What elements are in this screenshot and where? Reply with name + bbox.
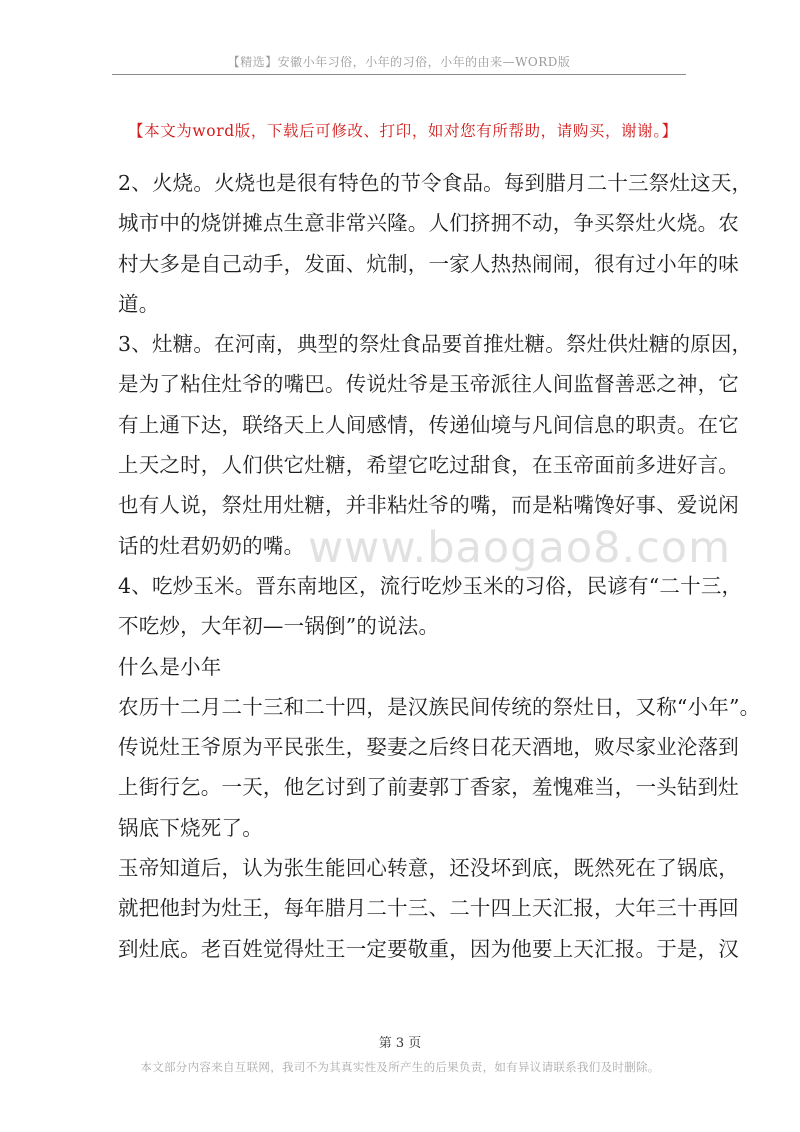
text-line: 上街行乞。一天，他乞讨到了前妻郭丁香家，羞愧难当，一头钻到灶	[118, 775, 739, 800]
page-footer: 本文部分内容来自互联网，我司不为其真实性及所产生的后果负责，如有异议请联系我们及时删除。	[140, 1060, 660, 1074]
text-line: 话的灶君奶奶的嘴。	[118, 533, 305, 558]
paragraph	[118, 324, 753, 566]
paragraph	[118, 566, 743, 647]
text-line: 上天之时，人们供它灶糖，希望它吃过甜食，在玉帝面前多进好言。	[118, 453, 739, 478]
text-line: 村大多是自己动手，发面、炕制，一家人热热闹闹，很有过小年的味	[118, 251, 739, 276]
text-line: 农历十二月二十三和二十四，是汉族民间传统的祭灶日，又称“小年”。	[118, 694, 761, 719]
text-line: 城市中的烧饼摊点生意非常兴隆。人们挤拥不动，争买祭灶火烧。农	[118, 211, 739, 236]
paragraph	[118, 848, 739, 969]
body-text	[118, 163, 761, 969]
text-line: 传说灶王爷原为平民张生，娶妻之后终日花天酒地，败尽家业沦落到	[118, 735, 739, 760]
text-line: 什么是小年	[118, 654, 222, 679]
page-number: 第 3 页	[378, 1036, 422, 1051]
text-line: 就把他封为灶王，每年腊月二十三、二十四上天汇报，大年三十再回	[118, 896, 739, 921]
text-line: 3、灶糖。在河南，典型的祭灶食品要首推灶糖。祭灶供灶糖的原因，	[118, 332, 753, 357]
paragraph	[118, 163, 753, 324]
text-line: 是为了粘住灶爷的嘴巴。传说灶爷是玉帝派往人间监督善恶之神，它	[118, 372, 739, 397]
text-line: 也有人说，祭灶用灶糖，并非粘灶爷的嘴，而是粘嘴馋好事、爱说闲	[118, 493, 739, 518]
text-line: 不吃炒，大年初—一锅倒”的说法。	[118, 614, 440, 639]
download-notice: 【本文为word版，下载后可修改、打印，如对您有所帮助，请购买，谢谢。】	[128, 122, 678, 140]
text-line: 4、吃炒玉米。晋东南地区，流行吃炒玉米的习俗，民谚有“二十三，	[118, 573, 743, 598]
text-line: 2、火烧。火烧也是很有特色的节令食品。每到腊月二十三祭灶这天，	[118, 171, 753, 195]
text-line: 玉帝知道后，认为张生能回心转意，还没坏到底，既然死在了锅底，	[118, 856, 739, 881]
paragraph	[118, 647, 688, 687]
header-divider	[112, 74, 686, 75]
text-line: 有上通下达，联络天上人间感情，传递仙境与凡间信息的职责。在它	[118, 412, 739, 437]
text-line: 道。	[118, 291, 160, 316]
paragraph	[118, 687, 761, 848]
text-line: 锅底下烧死了。	[118, 815, 263, 840]
text-line: 到灶底。老百姓觉得灶王一定要敬重，因为他要上天汇报。于是，汉	[118, 936, 739, 961]
page-header: 【精选】安徽小年习俗，小年的习俗，小年的由来—WORD版	[227, 55, 571, 69]
watermark: www.baogao8.com	[308, 523, 731, 573]
